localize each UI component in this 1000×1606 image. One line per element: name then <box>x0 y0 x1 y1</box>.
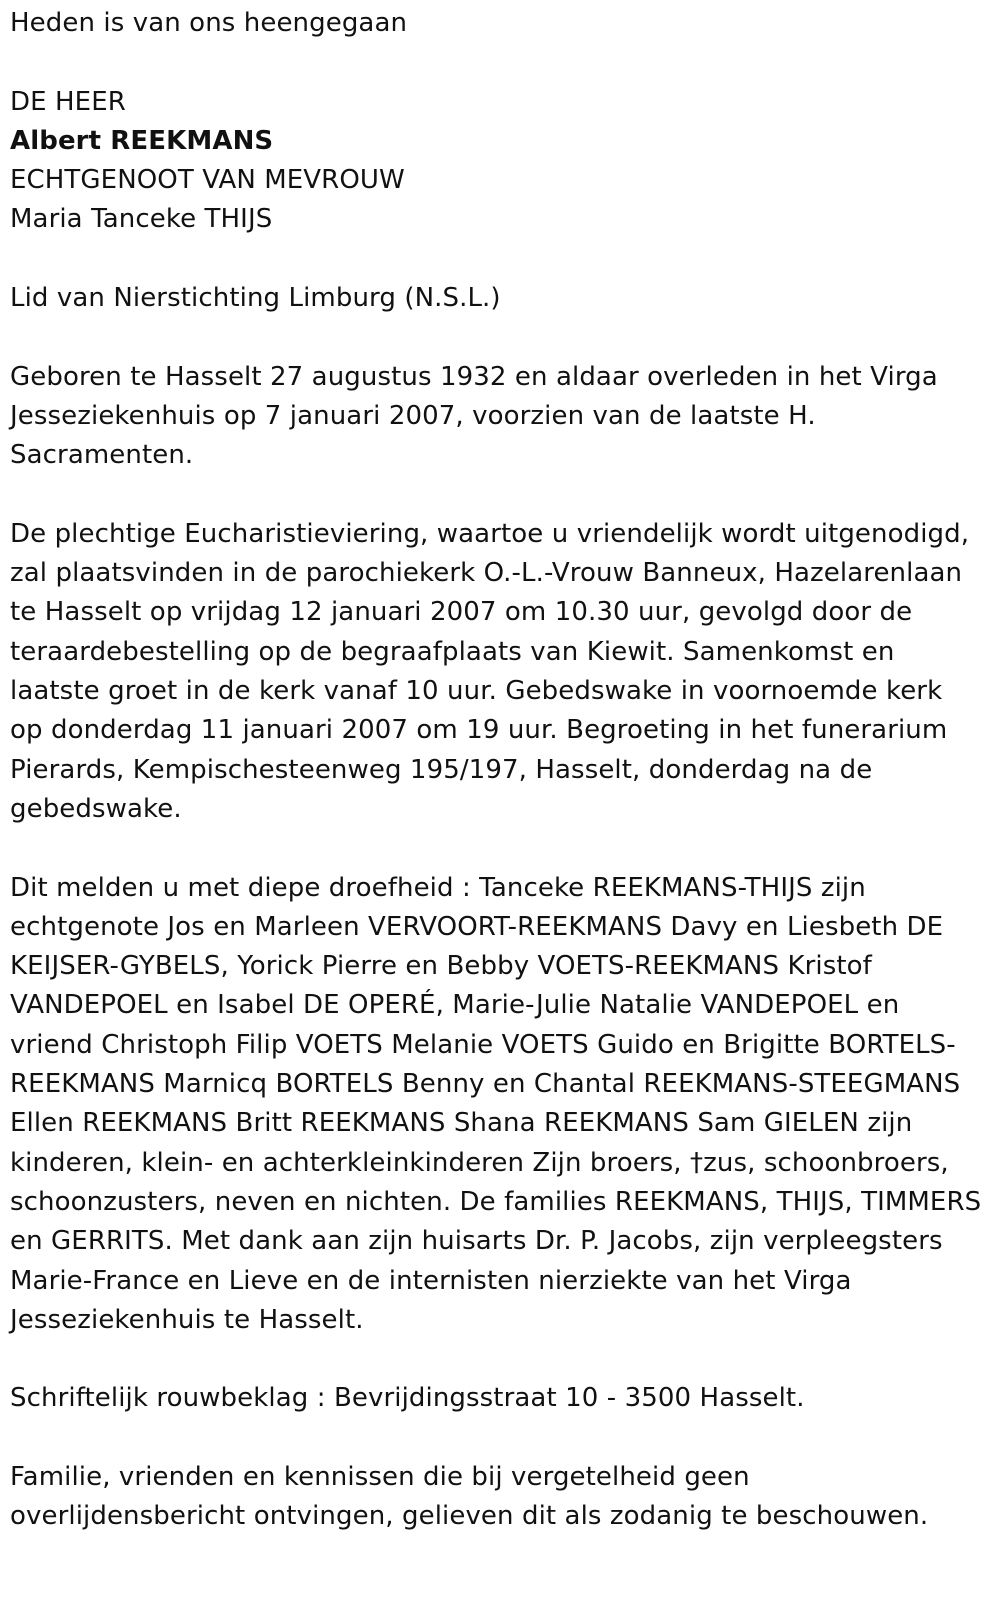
membership-text: Lid van Nierstichting Limburg (N.S.L.) <box>10 283 501 314</box>
family-line: REEKMANS Marnicq BORTELS Benny en Chantal REEKMANS-STEEGMANS <box>10 1069 961 1100</box>
service-line: De plechtige Eucharistieviering, waartoe u vriendelijk wordt uitgenodigd, <box>10 518 970 549</box>
spouse-label: ECHTGENOOT VAN MEVROUW <box>10 165 405 196</box>
family-line: kinderen, klein- en achterkleinkinderen Zijn broers, †zus, schoonbroers, <box>10 1147 949 1178</box>
family-paragraph <box>10 869 985 1341</box>
spacer <box>10 240 985 279</box>
family-line: vriend Christoph Filip VOETS Melanie VOETS Guido en Brigitte BORTELS- <box>10 1029 956 1060</box>
service-line: gebedswake. <box>10 793 182 824</box>
intro-text: Heden is van ons heengegaan <box>10 8 408 38</box>
family-line: echtgenote Jos en Marleen VERVOORT-REEKMANS Davy en Liesbeth DE <box>10 911 944 942</box>
spacer <box>10 318 985 357</box>
spacer <box>10 476 985 515</box>
service-line: op donderdag 11 januari 2007 om 19 uur. Begroeting in het funerarium <box>10 715 948 746</box>
closing-line: Familie, vrienden en kennissen die bij vergetelheid geen <box>10 1461 750 1492</box>
service-line: laatste groet in de kerk vanaf 10 uur. Gebedswake in voornoemde kerk <box>10 676 943 707</box>
obituary-document <box>10 4 985 1537</box>
deceased-name: Albert REEKMANS <box>10 125 274 156</box>
service-line: teraardebestelling op de begraafplaats van Kiewit. Samenkomst en <box>10 636 895 667</box>
birth-paragraph <box>10 358 985 476</box>
service-line: zal plaatsvinden in de parochiekerk O.-L.-Vrouw Banneux, Hazelarenlaan <box>10 558 963 589</box>
closing-paragraph <box>10 1458 985 1537</box>
spouse-name: Maria Tanceke THIJS <box>10 204 273 235</box>
birth-line: Jesseziekenhuis op 7 januari 2007, voorzien van de laatste H. <box>10 400 816 431</box>
birth-line: Sacramenten. <box>10 440 194 471</box>
family-line: VANDEPOEL en Isabel DE OPERÉ, Marie-Julie Natalie VANDEPOEL en <box>10 990 900 1021</box>
family-line: Dit melden u met diepe droefheid : Tanceke REEKMANS-THIJS zijn <box>10 872 866 903</box>
spacer <box>10 1340 985 1379</box>
family-line: Jesseziekenhuis te Hasselt. <box>10 1304 364 1335</box>
spacer <box>10 829 985 868</box>
spacer <box>10 1419 985 1458</box>
family-line: Ellen REEKMANS Britt REEKMANS Shana REEKMANS Sam GIELEN zijn <box>10 1108 913 1139</box>
family-line: en GERRITS. Met dank aan zijn huisarts Dr. P. Jacobs, zijn verpleegsters <box>10 1226 943 1257</box>
family-line: schoonzusters, neven en nichten. De families REEKMANS, THIJS, TIMMERS <box>10 1186 982 1217</box>
spacer <box>10 43 985 82</box>
honorific: DE HEER <box>10 86 126 117</box>
service-line: Pierards, Kempischesteenweg 195/197, Hasselt, donderdag na de <box>10 754 873 785</box>
service-paragraph <box>10 515 985 829</box>
birth-line: Geboren te Hasselt 27 augustus 1932 en aldaar overleden in het Virga <box>10 361 938 392</box>
family-line: KEIJSER-GYBELS, Yorick Pierre en Bebby VOETS-REEKMANS Kristof <box>10 951 872 982</box>
condolence-address: Schriftelijk rouwbeklag : Bevrijdingsstraat 10 - 3500 Hasselt. <box>10 1383 805 1414</box>
service-line: te Hasselt op vrijdag 12 januari 2007 om 10.30 uur, gevolgd door de <box>10 597 913 628</box>
closing-line: overlijdensbericht ontvingen, gelieven dit als zodanig te beschouwen. <box>10 1501 929 1532</box>
family-line: Marie-France en Lieve en de internisten nierziekte van het Virga <box>10 1265 852 1296</box>
